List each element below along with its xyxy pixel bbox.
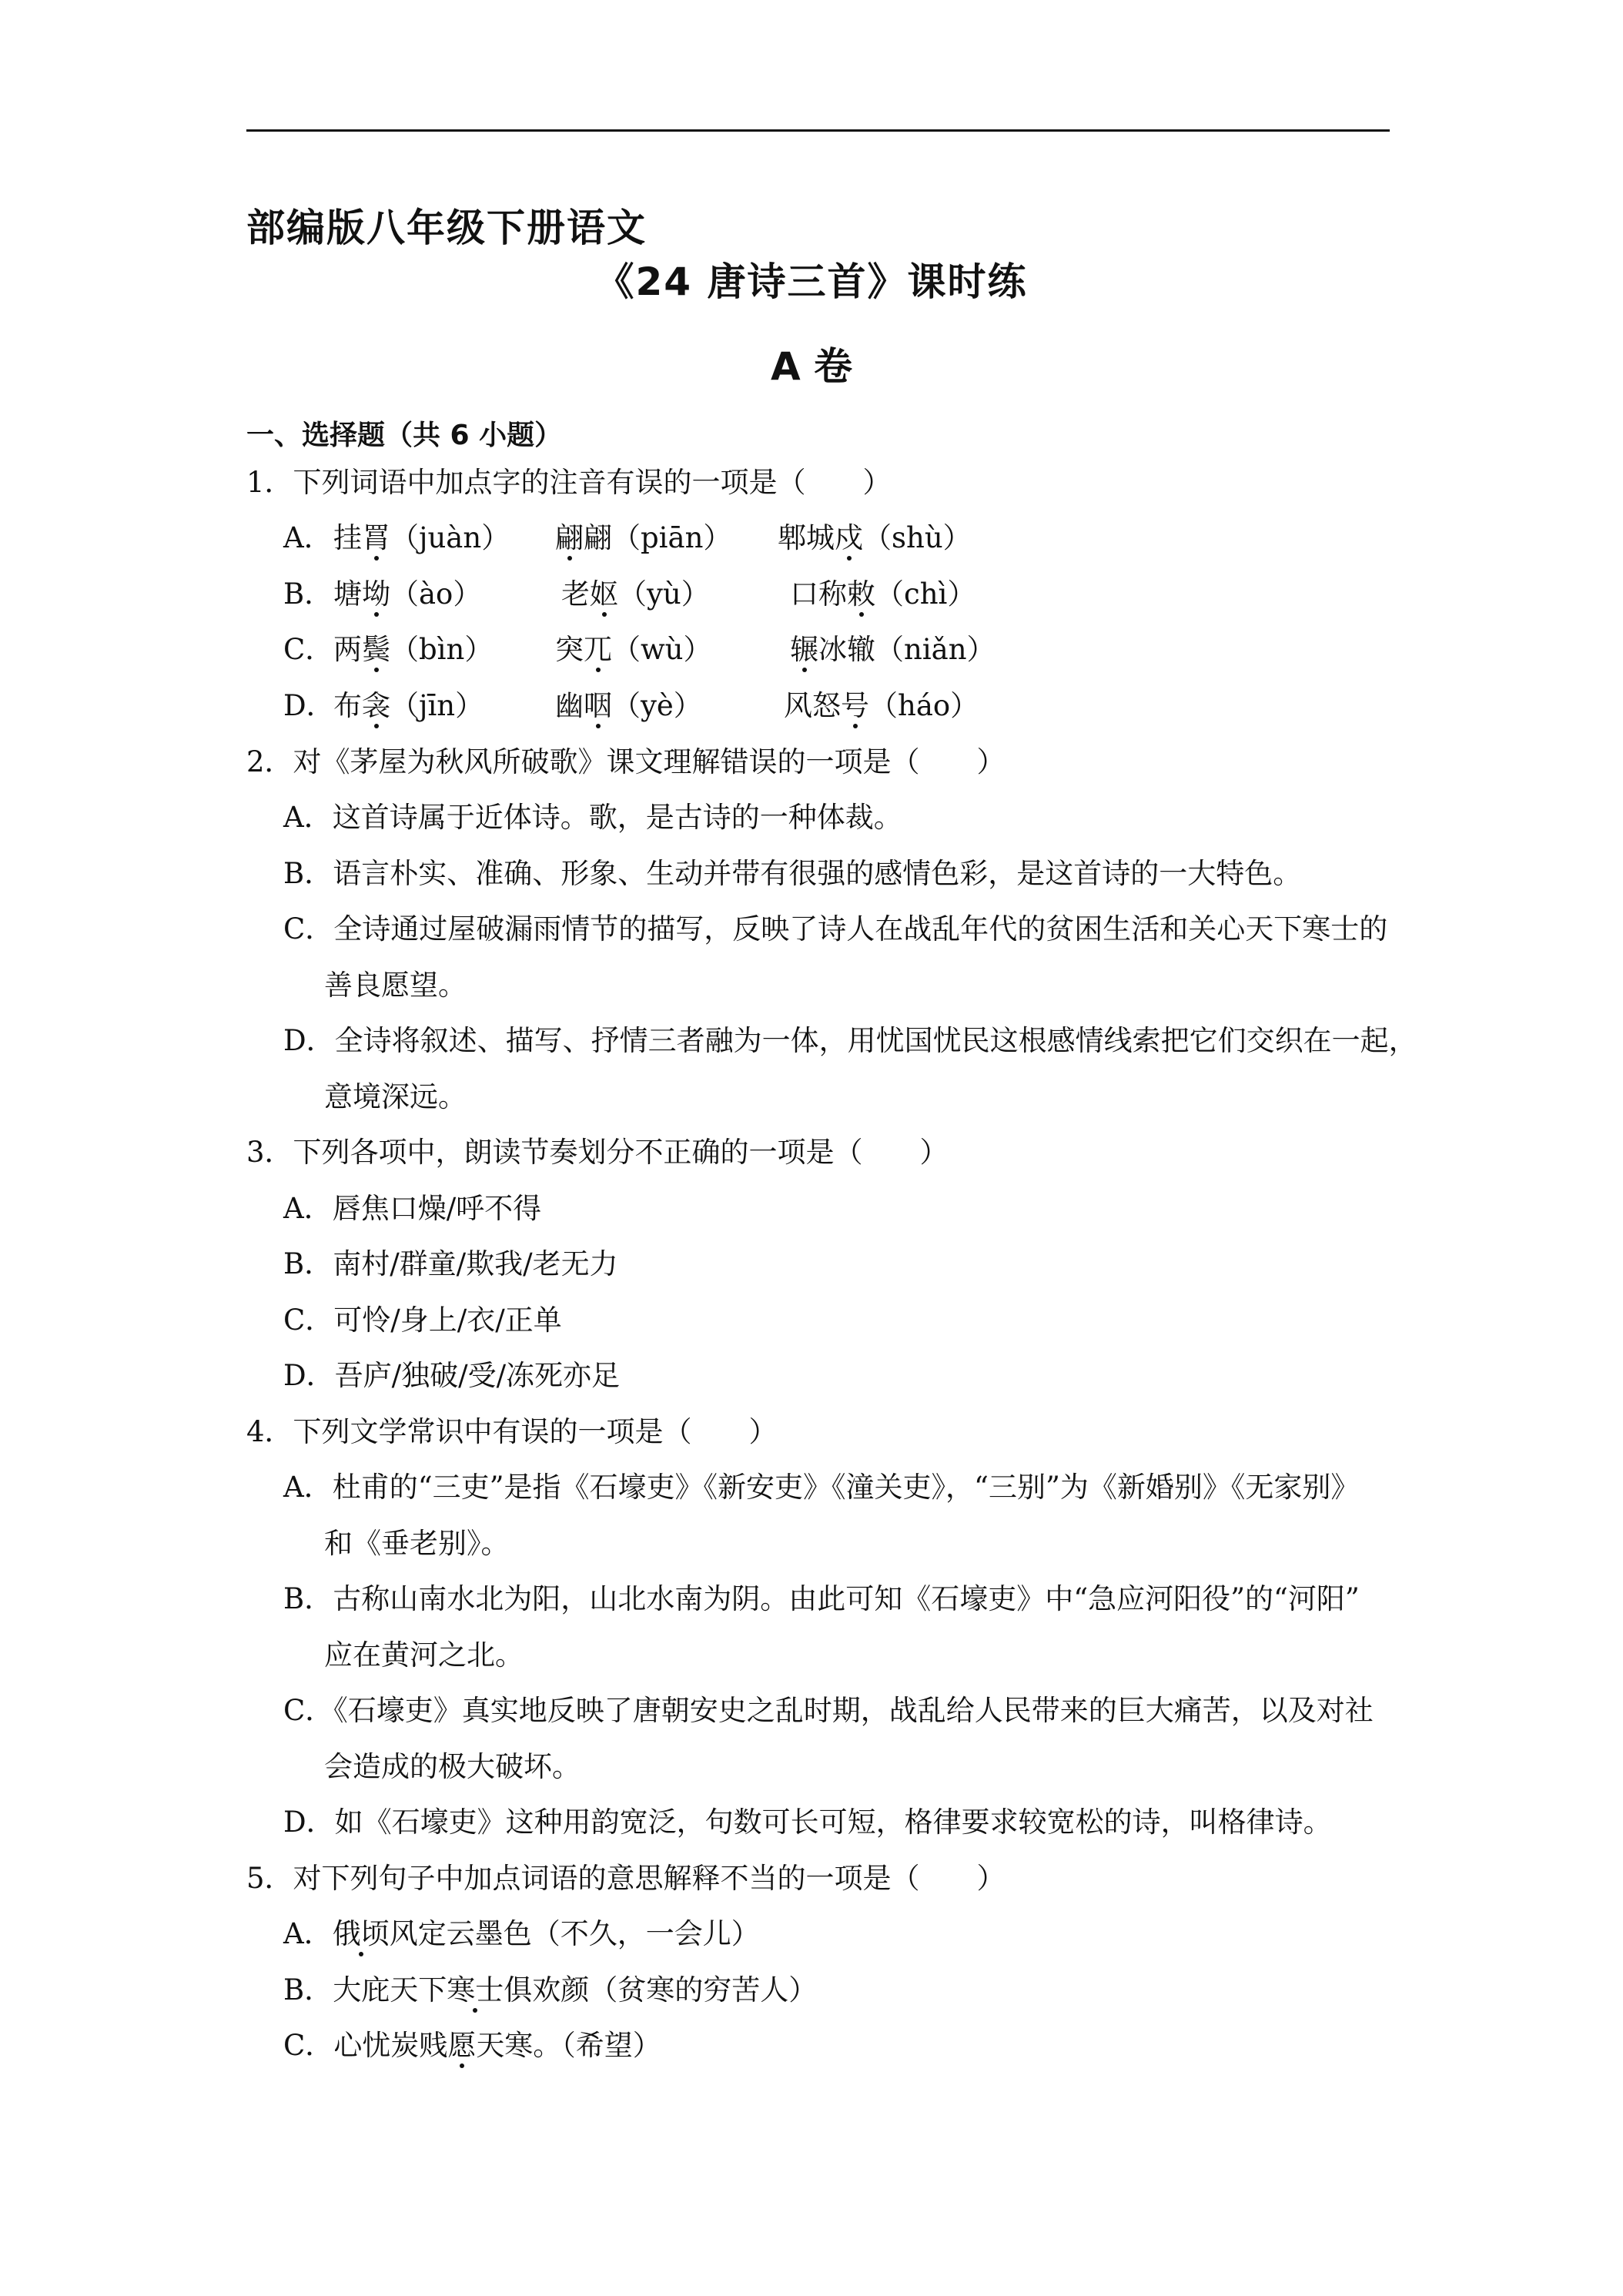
dotted-char: 鬓	[362, 633, 390, 666]
dotted-char: 辗	[790, 633, 818, 666]
dotted-word: 寒士	[447, 1973, 504, 2006]
option-label: A．	[283, 521, 333, 554]
question-3-option-a: A．唇焦口燥/呼不得	[283, 1192, 542, 1225]
dotted-word: 愿	[447, 2029, 477, 2062]
dotted-char: 戍	[835, 521, 863, 554]
question-5-option-b: B．大庇天下寒士俱欢颜（贫寒的穷苦人）	[283, 1973, 818, 2006]
doc-title-line2: 《24 唐诗三首》课时练	[595, 259, 1028, 304]
dotted-char: 罥	[362, 521, 390, 554]
question-2-option-d-cont: 意境深远。	[324, 1080, 467, 1113]
question-4-option-a: A．杜甫的“三吏”是指《石壕吏》《新安吏》《潼关吏》，“三别”为《新婚别》《无家别》	[283, 1471, 1360, 1504]
question-2-option-c-cont: 善良愿望。	[324, 969, 467, 1002]
option-item: 突兀（wù）	[555, 633, 712, 666]
section-heading: 一、选择题（共 6 小题）	[246, 420, 563, 451]
question-3-option-c: C．可怜/身上/衣/正单	[283, 1304, 562, 1337]
question-4-option-d: D．如《石壕吏》这种用韵宽泛，句数可长可短，格律要求较宽松的诗，叫格律诗。	[283, 1806, 1332, 1839]
question-3-option-b: B．南村/群童/欺我/老无力	[283, 1247, 618, 1280]
question-4-option-c-cont: 会造成的极大破坏。	[324, 1750, 581, 1783]
question-4-option-b: B．古称山南水北为阳，山北水南为阴。由此可知《石壕吏》中“急应河阳役”的“河阳”	[283, 1582, 1360, 1615]
option-item: 口称敕（chì）	[790, 577, 976, 611]
question-2-option-d: D．全诗将叙述、描写、抒情三者融为一体，用忧国忧民这根感情线索把它们交织在一起，	[283, 1024, 1417, 1057]
option-item: 挂罥（juàn）	[333, 521, 510, 554]
question-4-option-a-cont: 和《垂老别》。	[324, 1527, 510, 1560]
header-rule	[246, 129, 1390, 132]
dotted-char: 衾	[362, 689, 390, 722]
option-item: 翩翩（piān）	[555, 521, 732, 554]
question-5-stem: 5．对下列句子中加点词语的意思解释不当的一项是（ ）	[246, 1862, 1006, 1895]
option-item: 塘坳（ào）	[333, 577, 482, 611]
option-item: 幽咽（yè）	[555, 689, 702, 722]
option-item: 布衾（jīn）	[333, 689, 484, 722]
dotted-char: 妪	[590, 577, 618, 611]
question-2-option-c: C．全诗通过屋破漏雨情节的描写，反映了诗人在战乱年代的贫困生活和关心天下寒士的	[283, 912, 1388, 946]
question-5-option-a: A．俄顷风定云墨色（不久，一会儿）	[283, 1917, 760, 1950]
option-item: 郫城戍（shù）	[778, 521, 972, 554]
dotted-char: 兀	[584, 633, 612, 666]
option-item: 两鬓（bìn）	[333, 633, 494, 666]
question-3-stem: 3．下列各项中，朗读节奏划分不正确的一项是（ ）	[246, 1136, 949, 1169]
question-4-option-b-cont: 应在黄河之北。	[324, 1638, 524, 1672]
question-5-option-c: C．心忧炭贱愿天寒。（希望）	[283, 2029, 661, 2062]
option-label: B．	[283, 577, 333, 611]
option-item: 辗冰辙（niǎn）	[790, 633, 996, 666]
option-item: 老妪（yù）	[561, 577, 710, 611]
question-1-stem: 1．下列词语中加点字的注音有误的一项是（ ）	[246, 466, 892, 499]
doc-title-volume: A 卷	[770, 344, 853, 389]
option-label: C．	[283, 633, 334, 666]
question-4-stem: 4．下列文学常识中有误的一项是（ ）	[246, 1415, 778, 1448]
dotted-char: 坳	[362, 577, 390, 611]
dotted-char: 翩	[555, 521, 584, 554]
question-2-option-b: B．语言朴实、准确、形象、生动并带有很强的感情色彩，是这首诗的一大特色。	[283, 857, 1302, 890]
dotted-char: 咽	[584, 689, 612, 722]
question-2-option-a: A．这首诗属于近体诗。歌，是古诗的一种体裁。	[283, 801, 902, 834]
dotted-char: 号	[841, 689, 869, 722]
question-2-stem: 2．对《茅屋为秋风所破歌》课文理解错误的一项是（ ）	[246, 745, 1006, 778]
doc-title-line1: 部编版八年级下册语文	[246, 206, 647, 250]
question-4-option-c: C．《石壕吏》真实地反映了唐朝安史之乱时期，战乱给人民带来的巨大痛苦，以及对社	[283, 1694, 1374, 1727]
option-label: D．	[283, 689, 335, 722]
dotted-word: 俄顷	[332, 1917, 390, 1950]
dotted-char: 敕	[847, 577, 875, 611]
option-item: 风怒号（háo）	[784, 689, 979, 722]
question-3-option-d: D．吾庐/独破/受/冻死亦足	[283, 1359, 621, 1392]
